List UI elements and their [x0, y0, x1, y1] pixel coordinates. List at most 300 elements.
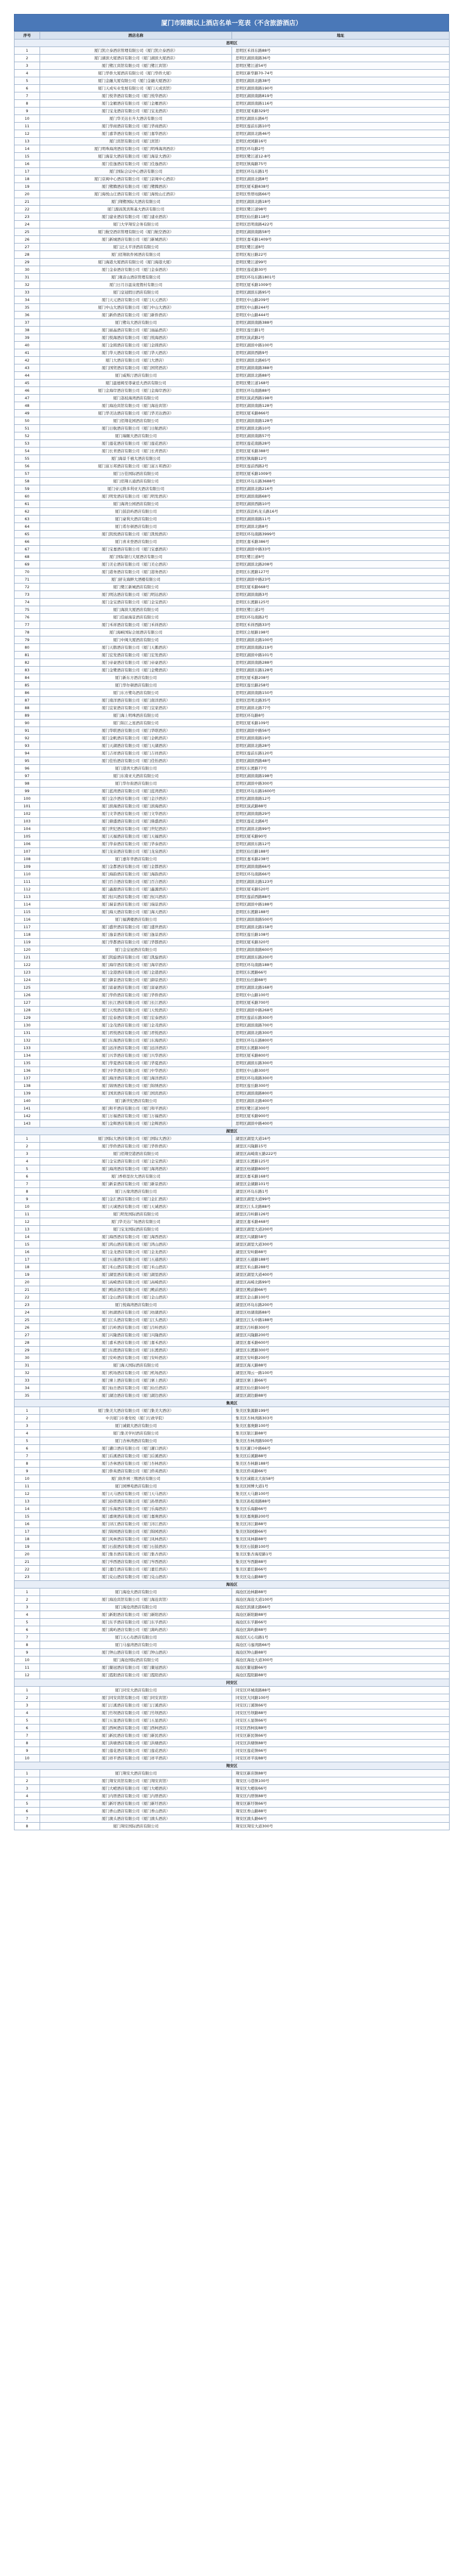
row-number: 132 [15, 1037, 40, 1044]
hotel-address: 思明区湖滨北路100号 [232, 636, 450, 644]
hotel-address: 集美区园博大道1号 [232, 1483, 450, 1490]
hotel-name: 厦门海湾酒店有限公司（厦门海湾酒店） [40, 1165, 232, 1173]
hotel-name: 厦门佳怡酒店有限公司（厦门佳怡酒店） [40, 757, 232, 765]
hotel-name: 厦门金山酒店有限公司（厦门金山酒店） [40, 1294, 232, 1301]
row-number: 103 [15, 818, 40, 825]
row-number: 20 [15, 1551, 40, 1558]
hotel-name: 厦门翔安国际酒店有限公司 [40, 1823, 232, 1830]
hotel-address: 思明区湖滨北路88号 [232, 372, 450, 380]
hotel-name: 厦门海洋酒店有限公司（厦门海洋酒店） [40, 1075, 232, 1082]
table-row [15, 599, 450, 606]
row-number: 123 [15, 969, 40, 976]
hotel-address: 集美区集源路199号 [232, 1407, 450, 1415]
hotel-address: 思明区湖滨中路188号 [232, 901, 450, 908]
row-number: 58 [15, 478, 40, 485]
row-number: 12 [15, 130, 40, 138]
table-row [15, 1301, 450, 1309]
hotel-name: 厦门乐海酒店有限公司（厦门乐海酒店） [40, 1505, 232, 1513]
hotel-address: 集美区兑山路88号 [232, 1573, 450, 1581]
hotel-name: 厦门锦绣酒店有限公司（厦门锦绣酒店） [40, 1082, 232, 1090]
row-number: 31 [15, 274, 40, 281]
hotel-name: 厦门航空酒店管理有限公司（厦门航空酒店） [40, 228, 232, 236]
table-row [15, 1256, 450, 1264]
hotel-name: 厦门金雁酒店有限公司（厦门金雁酒店） [40, 100, 232, 108]
row-number: 143 [15, 1120, 40, 1128]
table-row [15, 1105, 450, 1112]
hotel-address: 海沧区新阳路88号 [232, 1611, 450, 1619]
table-row [15, 976, 450, 984]
table-row [15, 100, 450, 108]
hotel-name: 厦门佰翔软件园酒店有限公司 [40, 251, 232, 259]
row-number: 141 [15, 1105, 40, 1112]
hotel-name: 厦门海上明珠酒店有限公司 [40, 712, 232, 720]
row-number: 35 [15, 1392, 40, 1400]
hotel-address: 思明区中山路209号 [232, 296, 450, 304]
hotel-name: 厦门国际会议中心酒店有限公司 [40, 168, 232, 176]
table-row [15, 1112, 450, 1120]
row-number: 17 [15, 1528, 40, 1536]
row-number: 111 [15, 878, 40, 886]
table-row [15, 772, 450, 780]
table-row [15, 470, 450, 478]
hotel-address: 集美区杏林湾路500号 [232, 1437, 450, 1445]
hotel-address: 思明区湖滨南路700号 [232, 1022, 450, 1029]
hotel-address: 思明区湖滨南路800号 [232, 1090, 450, 1097]
hotel-address: 思明区湖滨中路101号 [232, 652, 450, 659]
row-number: 73 [15, 591, 40, 599]
hotel-address: 集美区集杏海堤路1号 [232, 1551, 450, 1558]
hotel-name: 厦门天成实业发展有限公司（厦门天成宾馆） [40, 85, 232, 92]
hotel-address: 思明区湖滨南路388号 [232, 319, 450, 327]
hotel-name: 厦门灌口酒店有限公司（厦门灌口酒店） [40, 1445, 232, 1452]
row-number: 24 [15, 1309, 40, 1316]
row-number: 116 [15, 916, 40, 924]
row-number: 140 [15, 1097, 40, 1105]
table-row [15, 168, 450, 176]
row-number: 82 [15, 659, 40, 667]
hotel-name: 厦门日航酒店有限公司（厦门日航酒店） [40, 425, 232, 432]
hotel-address: 思明区湖滨西路48号 [232, 757, 450, 765]
hotel-address: 海沧区海沧大道100号 [232, 1596, 450, 1604]
hotel-address: 思明区湖滨北路123号 [232, 878, 450, 886]
hotel-address: 湖里区安岭路88号 [232, 1248, 450, 1256]
hotel-address: 思明区中山路100号 [232, 992, 450, 999]
row-number: 55 [15, 455, 40, 463]
row-number: 11 [15, 123, 40, 130]
row-number: 8 [15, 1740, 40, 1747]
table-row [15, 697, 450, 704]
table-row [15, 364, 450, 372]
hotel-name: 厦门杏林酒店有限公司（厦门杏林酒店） [40, 1460, 232, 1468]
hotel-name: 厦门凤林酒店有限公司（厦门凤林酒店） [40, 1536, 232, 1543]
table-row [15, 417, 450, 425]
hotel-address: 湖里区高崎北路99号 [232, 1279, 450, 1286]
table-row [15, 1271, 450, 1279]
table-row [15, 1694, 450, 1702]
hotel-name: 厦门莲花酒店有限公司（厦门莲花酒店） [40, 1747, 232, 1755]
hotel-address: 思明区环岛路8号 [232, 712, 450, 720]
hotel-address: 思明区鹭江道54号 [232, 62, 450, 70]
hotel-address: 集美区孙坂南路88号 [232, 1498, 450, 1505]
row-number: 11 [15, 1664, 40, 1672]
row-number: 7 [15, 1452, 40, 1460]
row-number: 89 [15, 712, 40, 720]
row-number: 1 [15, 1687, 40, 1694]
row-number: 34 [15, 296, 40, 304]
hotel-address: 思明区湖滨南路500号 [232, 916, 450, 924]
table-row [15, 130, 450, 138]
hotel-address: 思明区莲前西路88号 [232, 893, 450, 901]
row-number: 42 [15, 357, 40, 364]
hotel-name: 厦门鹭腾酒店有限公司（厦门鹭腾酒店） [40, 183, 232, 191]
hotel-address: 思明区鹭江道168号 [232, 380, 450, 387]
row-number: 6 [15, 1725, 40, 1732]
hotel-address: 思明区湖滨南路66号 [232, 863, 450, 871]
hotel-name: 厦门华美达广场酒店有限公司 [40, 1218, 232, 1226]
hotel-name: 厦门金皇冠酒店有限公司 [40, 946, 232, 954]
hotel-address: 思明区湖滨中路300号 [232, 780, 450, 788]
hotel-name: 厦门华侨酒店有限公司（厦门华侨酒店） [40, 1143, 232, 1150]
hotel-name: 厦门五显酒店有限公司（厦门五显酒店） [40, 1717, 232, 1725]
hotel-name: 厦门岑西酒店有限公司（厦门岑西酒店） [40, 1558, 232, 1566]
district-row [15, 1762, 450, 1770]
table-row [15, 818, 450, 825]
table-row [15, 1029, 450, 1037]
table-row [15, 1437, 450, 1445]
row-number: 95 [15, 757, 40, 765]
table-row [15, 160, 450, 168]
table-row [15, 1294, 450, 1301]
row-number: 4 [15, 1611, 40, 1619]
hotel-address: 思明区湖滨南路150号 [232, 689, 450, 697]
table-row [15, 410, 450, 417]
hotel-name: 厦门海沧湾酒店有限公司 [40, 1604, 232, 1611]
hotel-address: 湖里区湖边路88号 [232, 1392, 450, 1400]
hotel-address: 思明区莲花北路6号 [232, 818, 450, 825]
hotel-address: 思明区莲岳路108号 [232, 931, 450, 939]
hotel-address: 思明区湖滨西路10号 [232, 500, 450, 508]
row-number: 52 [15, 432, 40, 440]
row-number: 106 [15, 840, 40, 848]
row-number: 64 [15, 523, 40, 531]
table-row [15, 236, 450, 244]
table-row [15, 1687, 450, 1694]
table-row [15, 296, 450, 304]
row-number: 41 [15, 349, 40, 357]
table-row [15, 1626, 450, 1634]
table-row [15, 47, 450, 55]
hotel-name: 厦门集杏酒店有限公司（厦门集杏酒店） [40, 1551, 232, 1558]
row-number: 37 [15, 319, 40, 327]
hotel-name: 厦门海天国际酒店有限公司 [40, 1362, 232, 1369]
row-number: 18 [15, 1536, 40, 1543]
hotel-address: 思明区湖滨南路288号 [232, 659, 450, 667]
table-row [15, 395, 450, 402]
hotel-address: 集美区嘉庚路200号 [232, 1513, 450, 1520]
hotel-address: 集美区银江路88号 [232, 1430, 450, 1437]
hotel-address: 思明区东渡路66号 [232, 969, 450, 976]
table-row [15, 1377, 450, 1384]
hotel-address: 思明区镇海路12号 [232, 455, 450, 463]
table-row [15, 153, 450, 160]
hotel-name: 厦门和平酒店有限公司（厦门和平酒店） [40, 1105, 232, 1112]
table-row [15, 1369, 450, 1377]
hotel-address: 思明区莲前西路2号 [232, 463, 450, 470]
row-number: 94 [15, 750, 40, 757]
table-row [15, 1573, 450, 1581]
table-row [15, 1808, 450, 1815]
hotel-address: 思明区东渡路125号 [232, 599, 450, 606]
hotel-name: 厦门海滨大厦酒店有限公司 [40, 606, 232, 614]
row-number: 26 [15, 236, 40, 244]
hotel-name: 厦门凯旋酒店有限公司（厦门凯旋酒店） [40, 954, 232, 961]
hotel-address: 集美区诚毅北大街58号 [232, 1475, 450, 1483]
hotel-address: 思明区演武路88号 [232, 803, 450, 810]
hotel-address: 海沧区沧林路88号 [232, 1588, 450, 1596]
row-number: 7 [15, 1732, 40, 1740]
hotel-address: 湖里区吕岭路300号 [232, 1324, 450, 1332]
hotel-name: 厦门百合酒店有限公司（厦门百合酒店） [40, 878, 232, 886]
table-row [15, 1543, 450, 1551]
hotel-address: 同安区洪塘镇88号 [232, 1740, 450, 1747]
hotel-address: 湖里区安岭路200号 [232, 1354, 450, 1362]
hotel-address: 同安区汀溪镇66号 [232, 1702, 450, 1709]
row-number: 133 [15, 1044, 40, 1052]
hotel-address: 湖里区高崎南五路222号 [232, 1150, 450, 1158]
hotel-address: 翔安区香山路88号 [232, 1808, 450, 1815]
table-row [15, 221, 450, 228]
table-row [15, 485, 450, 493]
row-number: 2 [15, 55, 40, 62]
hotel-name: 厦门丽晶酒店有限公司（厦门丽晶酒店） [40, 327, 232, 334]
table-row [15, 1226, 450, 1233]
hotel-name: 厦门佰翔五通酒店有限公司 [40, 478, 232, 485]
table-row [15, 1588, 450, 1596]
hotel-name: 厦门寨上酒店有限公司（厦门寨上酒店） [40, 1377, 232, 1384]
hotel-name: 厦门瑞景酒店有限公司（厦门瑞景酒店） [40, 901, 232, 908]
table-row [15, 62, 450, 70]
hotel-address: 思明区湖滨中路100号 [232, 342, 450, 349]
hotel-address: 思明区湖滨北路38号 [232, 77, 450, 85]
hotel-address: 思明区莲岳路1号 [232, 327, 450, 334]
hotel-name: 厦门豪利大酒店有限公司 [40, 516, 232, 523]
hotel-name: 厦门海沧大酒店有限公司 [40, 1588, 232, 1596]
table-row [15, 1309, 450, 1316]
hotel-address: 思明区鹭江道99号 [232, 259, 450, 266]
row-number: 39 [15, 334, 40, 342]
row-number: 104 [15, 825, 40, 833]
hotel-address: 翔安区新店镇88号 [232, 1770, 450, 1777]
hotel-name: 厦门长青酒店有限公司（厦门长青酒店） [40, 448, 232, 455]
hotel-name: 厦门君悦酒店有限公司（厦门君悦酒店） [40, 1029, 232, 1037]
table-row [15, 1279, 450, 1286]
hotel-address: 思明区湖滨东路300号 [232, 1060, 450, 1067]
row-number: 50 [15, 417, 40, 425]
hotel-name: 厦门盛世酒店有限公司（厦门盛世酒店） [40, 924, 232, 931]
table-row [15, 493, 450, 500]
table-row [15, 463, 450, 470]
row-number: 6 [15, 1808, 40, 1815]
table-row [15, 281, 450, 289]
hotel-name: 厦门兴隆酒店有限公司（厦门兴隆酒店） [40, 1332, 232, 1339]
table-row [15, 357, 450, 364]
hotel-list-sheet [14, 14, 449, 1830]
row-number: 112 [15, 886, 40, 893]
hotel-name: 厦门恒兴酒店有限公司（厦门恒兴酒店） [40, 893, 232, 901]
hotel-address: 湖里区东渡路300号 [232, 1347, 450, 1354]
hotel-name: 厦门佰翔空港酒店有限公司 [40, 1150, 232, 1158]
row-number: 1 [15, 1588, 40, 1596]
hotel-address: 思明区嘉禾路1409号 [232, 236, 450, 244]
hotel-address: 同安区新民镇66号 [232, 1732, 450, 1740]
row-number: 67 [15, 546, 40, 553]
hotel-name: 厦门海景大酒店有限公司（厦门海景大酒店） [40, 153, 232, 160]
row-number: 138 [15, 1082, 40, 1090]
table-row [15, 251, 450, 259]
hotel-address: 思明区环岛南路188号 [232, 961, 450, 969]
hotel-address: 思明区湖滨南路11号 [232, 516, 450, 523]
row-number: 102 [15, 810, 40, 818]
row-number: 6 [15, 1626, 40, 1634]
hotel-address: 湖里区殿前路66号 [232, 1286, 450, 1294]
row-number: 19 [15, 1543, 40, 1551]
hotel-address: 思明区湖滨东路128号 [232, 667, 450, 674]
table-row [15, 1241, 450, 1248]
hotel-address: 思明区莲花南路28号 [232, 440, 450, 448]
hotel-name: 厦门金帆酒店有限公司（厦门金帆酒店） [40, 735, 232, 742]
row-number: 4 [15, 1709, 40, 1717]
hotel-name: 厦门东渡酒店有限公司（厦门东渡酒店） [40, 1347, 232, 1354]
hotel-name: 厦门明达酒店有限公司（厦门明达酒店） [40, 591, 232, 599]
hotel-address: 思明区湖滨南路3号 [232, 591, 450, 599]
table-row [15, 1468, 450, 1475]
district-row [15, 1581, 450, 1588]
hotel-name: 厦门东南亚大酒店有限公司 [40, 772, 232, 780]
table-row [15, 1286, 450, 1294]
hotel-address: 思明区湖滨东路6号 [232, 115, 450, 123]
row-number: 2 [15, 1415, 40, 1422]
hotel-name: 厦门鼎盛酒店有限公司（厦门鼎盛酒店） [40, 818, 232, 825]
row-number: 98 [15, 780, 40, 788]
hotel-address: 集美区灌口中路66号 [232, 1445, 450, 1452]
hotel-name: 厦门福满楼酒店有限公司 [40, 916, 232, 924]
hotel-address: 思明区湖滨南路198号 [232, 772, 450, 780]
row-number: 15 [15, 153, 40, 160]
row-number: 86 [15, 689, 40, 697]
table-row [15, 478, 450, 485]
table-row [15, 1785, 450, 1793]
table-row [15, 432, 450, 440]
hotel-name: 厦门石鼓酒店有限公司（厦门石鼓酒店） [40, 1543, 232, 1551]
row-number: 10 [15, 1656, 40, 1664]
hotel-name: 厦门兑山酒店有限公司（厦门兑山酒店） [40, 1573, 232, 1581]
hotel-name: 厦门富豪酒店有限公司（厦门富豪酒店） [40, 984, 232, 992]
row-number: 49 [15, 410, 40, 417]
hotel-name: 厦门帝豪酒店有限公司（厦门帝豪酒店） [40, 659, 232, 667]
hotel-address: 思明区厦禾路866号 [232, 410, 450, 417]
hotel-name: 厦门天悦酒店有限公司（厦门天悦酒店） [40, 1007, 232, 1014]
hotel-name: 厦门新侨酒店有限公司（厦门新侨酒店） [40, 312, 232, 319]
hotel-address: 湖里区五通路188号 [232, 1256, 450, 1264]
table-row [15, 1090, 450, 1097]
hotel-address: 思明区湖滨南路219号 [232, 644, 450, 652]
hotel-name: 厦门凯立泰酒店管理有限公司（厦门凯立泰酒店） [40, 47, 232, 55]
hotel-name: 厦门舒友海鲜大酒楼有限公司 [40, 576, 232, 584]
row-number: 33 [15, 289, 40, 296]
table-row [15, 500, 450, 508]
row-number: 85 [15, 682, 40, 689]
row-number: 14 [15, 145, 40, 153]
hotel-name: 厦门国宾酒店有限公司（厦门国宾酒店） [40, 1090, 232, 1097]
hotel-name: 厦门诚毅大酒店有限公司 [40, 1422, 232, 1430]
row-number: 9 [15, 108, 40, 115]
hotel-name: 厦门宝龙国际酒店有限公司 [40, 1226, 232, 1233]
row-number: 66 [15, 538, 40, 546]
table-row [15, 1392, 450, 1400]
table-row [15, 327, 450, 334]
hotel-address: 思明区环岛东路800号 [232, 1037, 450, 1044]
row-number: 74 [15, 599, 40, 606]
hotel-name: 厦门祥平酒店有限公司（厦门祥平酒店） [40, 1755, 232, 1762]
hotel-name: 厦门佳逸酒店有限公司（厦门佳逸酒店） [40, 160, 232, 168]
hotel-address: 翔安区新圩镇66号 [232, 1800, 450, 1808]
hotel-address: 思明区环岛南路88号 [232, 387, 450, 395]
table-row [15, 1158, 450, 1165]
hotel-name: 厦门希尔顿酒店有限公司 [40, 523, 232, 531]
hotel-name: 厦门海湾公园酒店有限公司 [40, 500, 232, 508]
hotel-name: 厦门龙泉酒店有限公司（厦门龙泉酒店） [40, 848, 232, 856]
district-row [15, 1400, 450, 1407]
hotel-name: 厦门华天酒店有限公司（厦门华天酒店） [40, 349, 232, 357]
hotel-name: 厦门澳头酒店有限公司（厦门澳头酒店） [40, 1815, 232, 1823]
hotel-address: 思明区湖滨北路65号 [232, 357, 450, 364]
table-row [15, 946, 450, 954]
row-number: 69 [15, 561, 40, 568]
hotel-name: 厦门悦海湾酒店有限公司 [40, 1301, 232, 1309]
hotel-name: 厦门宏泰酒店有限公司（厦门宏泰酒店） [40, 1014, 232, 1022]
table-row [15, 455, 450, 463]
hotel-address: 思明区湖滨南路12号 [232, 795, 450, 803]
hotel-address: 思明区东渡路77号 [232, 765, 450, 772]
row-number: 10 [15, 115, 40, 123]
row-number: 60 [15, 493, 40, 500]
table-row [15, 319, 450, 327]
hotel-address: 思明区莲前东路10号 [232, 123, 450, 130]
hotel-address: 思明区虎园路16号 [232, 138, 450, 145]
row-number: 22 [15, 1294, 40, 1301]
row-number: 7 [15, 92, 40, 100]
table-row [15, 614, 450, 621]
table-row [15, 334, 450, 342]
hotel-address: 思明区湖滨东路200号 [232, 954, 450, 961]
row-number: 107 [15, 848, 40, 856]
hotel-name: 厦门新世纪酒店有限公司 [40, 1097, 232, 1105]
table-row [15, 954, 450, 961]
hotel-name: 厦门安岭酒店有限公司（厦门安岭酒店） [40, 1354, 232, 1362]
hotel-address: 思明区湖滨南路600号 [232, 946, 450, 954]
hotel-address: 思明区湖滨南路36号 [232, 55, 450, 62]
hotel-address: 思明区鹭江道12-8号 [232, 153, 450, 160]
table-row [15, 1339, 450, 1347]
table-row [15, 349, 450, 357]
row-number: 40 [15, 342, 40, 349]
row-number: 125 [15, 984, 40, 992]
row-number: 3 [15, 1785, 40, 1793]
hotel-name: 厦门枋湖酒店有限公司（厦门枋湖酒店） [40, 1309, 232, 1316]
hotel-name: 厦门莲花酒店有限公司（厦门莲花酒店） [40, 440, 232, 448]
hotel-name: 厦门董任酒店有限公司（厦门董任酒店） [40, 1566, 232, 1573]
hotel-address: 思明区禾祥西路33号 [232, 621, 450, 629]
